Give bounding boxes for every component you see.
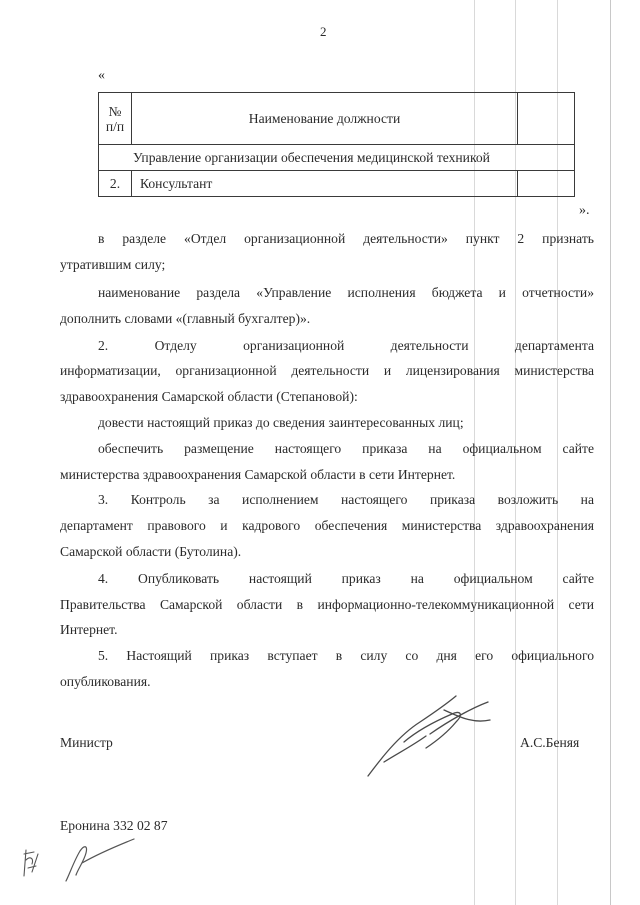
text-line: Правительства Самарской области в информационно-телекоммуникационной сети [60,597,594,612]
text-line: утратившим силу; [60,257,166,272]
closing-quote: ». [579,203,590,218]
initials-signature [62,835,142,885]
text-line: министерства здравоохранения Самарской области в сети Интернет. [60,467,456,482]
text-line: довести настоящий приказ до сведения заинтересованных лиц; [98,415,464,430]
header-number-line: п/п [105,118,125,134]
text-line: Самарской области (Бутолина). [60,544,242,559]
signatory-name: А.С.Беняя [520,735,580,750]
text-line: здравоохранения Самарской области (Степановой): [60,389,358,404]
header-number-cell [99,93,132,145]
text-line: информатизации, организационной деятельности и лицензирования министерства [60,363,594,378]
contact-info: Еронина 332 02 87 [60,818,168,833]
text-line: Интернет. [60,622,118,637]
page-number: 2 [320,24,327,39]
text-line: дополнить словами «(главный бухгалтер)». [60,311,311,326]
text-line: 4. Опубликовать настоящий приказ на официальном сайте [98,571,594,586]
text-line: опубликования. [60,674,151,689]
handwritten-signature [360,690,510,780]
department-cell: Управление организации обеспечения медицинской техникой [99,145,575,171]
table-row [99,171,575,197]
row-number-cell: 2. [99,171,132,197]
text-line: в разделе «Отдел организационной деятельности» пункт 2 признать [98,231,594,246]
text-line: департамент правового и кадрового обеспечения министерства здравоохранения [60,518,594,533]
header-empty-cell [518,93,575,145]
initials-mark [20,846,42,880]
opening-quote: « [98,68,105,83]
scan-artifact-line [610,0,611,905]
table-department-row [99,145,575,171]
positions-table [98,92,575,197]
signatory-role: Министр [60,735,113,750]
text-line: 3. Контроль за исполнением настоящего приказа возложить на [98,492,594,507]
table-header-row [99,93,575,145]
header-name-cell: Наименование должности [132,93,518,145]
row-empty-cell [518,171,575,197]
text-line: 2. Отделу организационной деятельности департамента [98,338,594,353]
header-number-line: № [108,103,122,119]
text-line: наименование раздела «Управление исполнения бюджета и отчетности» [98,285,594,300]
text-line: 5. Настоящий приказ вступает в силу со дня его официального [98,648,594,663]
row-name-cell: Консультант [132,171,518,197]
text-line: обеспечить размещение настоящего приказа на официальном сайте [98,441,594,456]
